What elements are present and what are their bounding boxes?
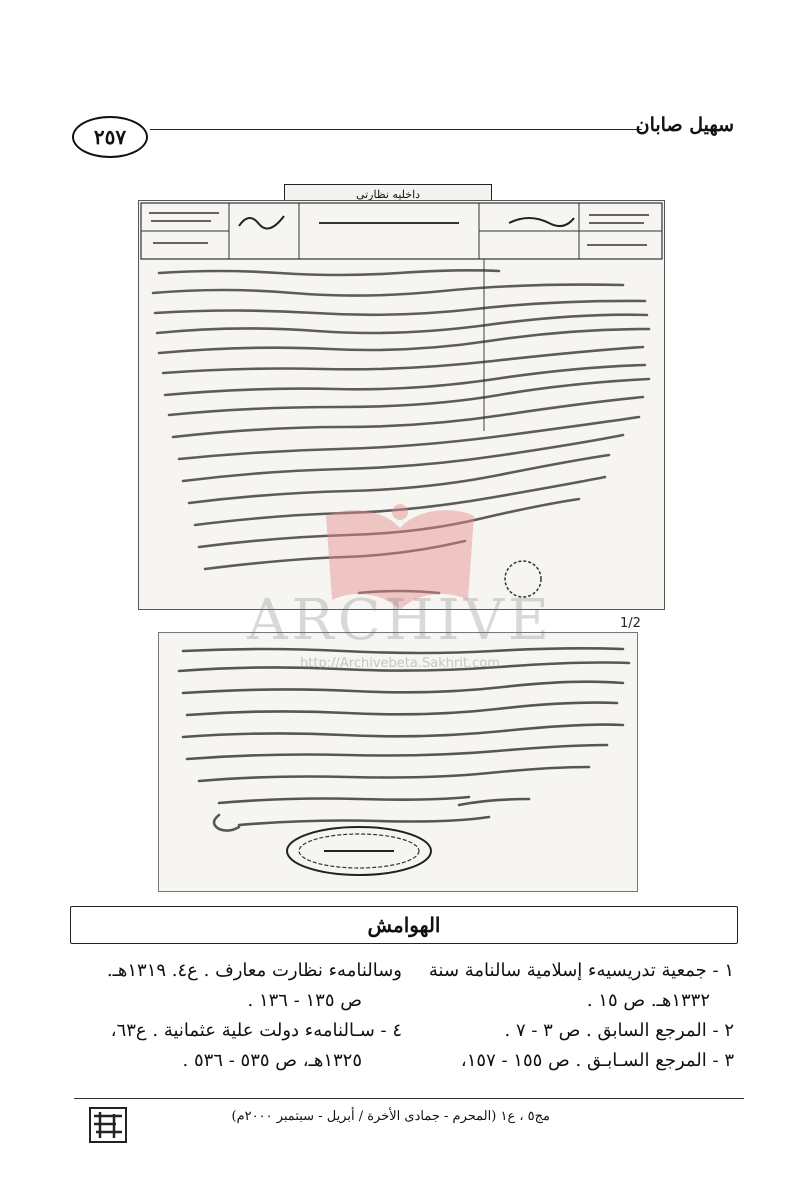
notes-left-column bbox=[68, 956, 402, 1076]
footnote-line: ٢ - المرجع السابق . ص ٣ - ٧ . bbox=[504, 1020, 734, 1041]
footnote-line: ٣ - المرجع السـابـق . ص ١٥٥ - ١٥٧، bbox=[460, 1050, 734, 1071]
footer-rule bbox=[74, 1098, 744, 1099]
journal-logo-icon bbox=[86, 1102, 130, 1148]
header-author: سهيل صابان bbox=[635, 114, 734, 136]
footnote-line: ١ - جمعية تدريسيهء إسلامية سالنامة سنة bbox=[428, 960, 734, 981]
watermark-url: http://Archivebeta.Sakhrit.com bbox=[300, 656, 500, 671]
footnote-line: ١٣٣٢هـ. ص ١٥ . bbox=[586, 990, 710, 1011]
document1-tab-title: داخليه نظارتى bbox=[284, 184, 492, 204]
header-rule bbox=[150, 129, 642, 130]
document2-corner-mark: 1/2 bbox=[620, 616, 641, 631]
page-number: ٢٥٧ bbox=[72, 116, 148, 158]
scanned-document-2 bbox=[158, 632, 638, 892]
notes-heading: الهوامش bbox=[70, 906, 738, 944]
notes-right-column bbox=[404, 956, 734, 1076]
watermark-title: ARCHIVE bbox=[247, 588, 553, 653]
footer-citation: مج٥ ، ع١ (المحرم - جمادى الأخرة / أبريل - سبتمبر ٢٠٠٠م) bbox=[231, 1109, 550, 1124]
footnote-line: ١٣٢٥هـ، ص ٥٣٥ - ٥٣٦ . bbox=[182, 1050, 362, 1071]
footnote-line: ص ١٣٥ - ١٣٦ . bbox=[247, 990, 362, 1011]
document2-scan-graphic bbox=[159, 633, 637, 891]
footnote-line: وسالنامهء نظارت معارف . ع٤. ١٣١٩هـ. bbox=[106, 960, 402, 981]
footnote-line: ٤ - سـالنامهء دولت علية عثمانية . ع٦٣، bbox=[110, 1020, 402, 1041]
